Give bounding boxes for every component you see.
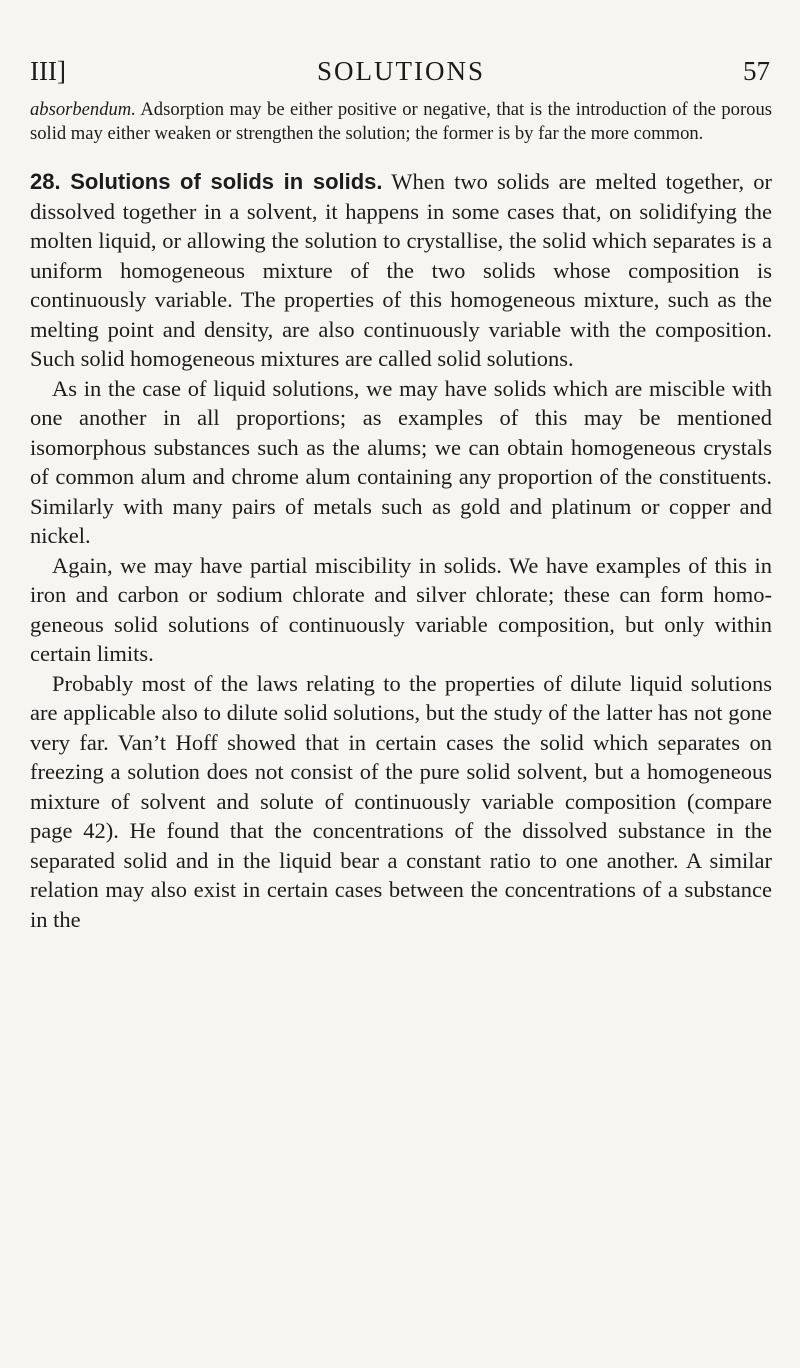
section-paragraph-2: As in the case of liquid solutions, we may have solids which are miscible with one another in all proportions; as examples of this may be mentioned isomorphous substances such as the alums; we can obtain homogeneous crystals of common alum and chrome alum containing any proportion of the constituents. Similarly with many pairs of metals such as gold and platinum or copper and nickel.	[30, 375, 772, 548]
section-28	[30, 167, 772, 934]
page-number: 57	[743, 56, 770, 86]
running-header	[30, 0, 772, 98]
chapter-number: III]	[30, 56, 66, 86]
section-paragraph-1	[30, 167, 772, 374]
continued-paragraph	[30, 98, 772, 146]
section-paragraph-text: When two solids are melted together, or dissolved together in a solvent, it happens in some cases that, on solidifying the molten liquid, or allowing the solution to crystallise, the solid which separates is a uniform homogeneous mixture of the two solids whose composition is continuously variable. The properties of this homogeneous mixture, such as the melting point and density, are also continuously variable with the composition. Such solid homogeneous mixtures are called solid solutions.	[30, 169, 772, 371]
section-paragraph-3: Again, we may have partial miscibility in solids. We have examples of this in iron and carbon or sodium chlorate and silver chlorate; these can form homogeneous solid solutions of continuously variable composition, but only within certain limits.	[30, 552, 772, 666]
italic-term: absorbendum.	[30, 99, 136, 120]
section-heading: 28. Solutions of solids in solids.	[30, 169, 383, 194]
section-paragraph-4: Probably most of the laws relating to the properties of dilute liquid solutions are applicable also to dilute solid solutions, but the study of the latter has not gone very far. Van’t Hoff showed that in certain cases the solid which separates on freezing a solution does not consist of the pure solid solvent, but a homogeneous mixture of solvent and solute of continuously variable composition (compare page 42). He found that the concentrations of the dissolved substance in the separated solid and in the liquid bear a constant ratio to one another. A similar relation may also exist in certain cases between the concentrations of a substance in the	[30, 670, 772, 932]
continued-paragraph-text: Adsorption may be either positive or negative, that is the introduction of the porous solid may either weaken or strengthen the solution; the former is by far the more common.	[30, 99, 772, 144]
running-title: SOLUTIONS	[316, 56, 485, 86]
